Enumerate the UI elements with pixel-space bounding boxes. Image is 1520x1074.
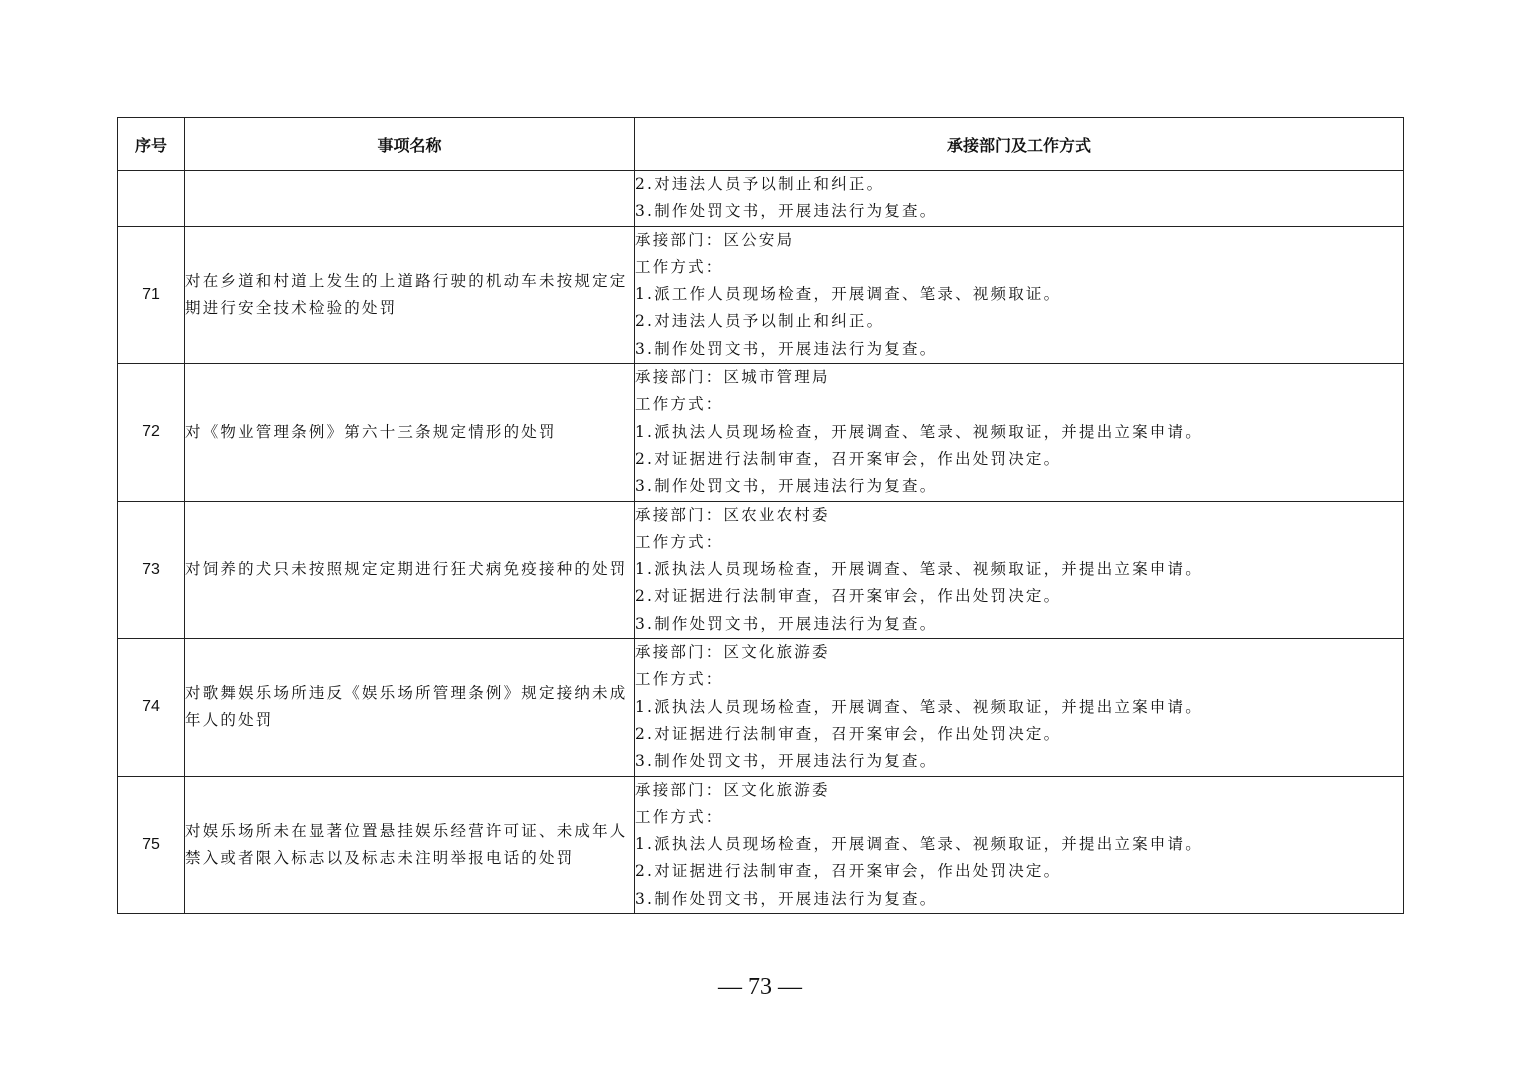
header-name: 事项名称 (185, 118, 635, 171)
dept-line: 承接部门：区公安局 (635, 230, 795, 249)
cell-dept (635, 639, 1404, 776)
dept-line: 承接部门：区文化旅游委 (635, 643, 830, 662)
cell-index-empty (118, 171, 185, 227)
dept-line: 3.制作处罚文书，开展违法行为复查。 (635, 477, 938, 496)
dept-line: 工作方式： (635, 257, 724, 276)
cell-name: 对娱乐场所未在显著位置悬挂娱乐经营许可证、未成年人禁入或者限入标志以及标志未注明举报电话的处罚 (185, 776, 635, 913)
cell-name: 对饲养的犬只未按照规定定期进行狂犬病免疫接种的处罚 (185, 501, 635, 638)
dept-line: 工作方式： (635, 670, 724, 689)
dept-line: 3.制作处罚文书，开展违法行为复查。 (635, 202, 938, 221)
table-header-row (118, 118, 1404, 171)
dept-line: 工作方式： (635, 532, 724, 551)
table-row (118, 501, 1404, 638)
cell-index: 72 (118, 364, 185, 501)
cell-index: 75 (118, 776, 185, 913)
dept-line: 1.派执法人员现场检查，开展调查、笔录、视频取证，并提出立案申请。 (635, 560, 1203, 579)
dept-line: 3.制作处罚文书，开展违法行为复查。 (635, 339, 938, 358)
dept-line: 3.制作处罚文书，开展违法行为复查。 (635, 752, 938, 771)
dept-line: 1.派执法人员现场检查，开展调查、笔录、视频取证，并提出立案申请。 (635, 835, 1203, 854)
table-row-continuation (118, 171, 1404, 227)
dept-line: 1.派执法人员现场检查，开展调查、笔录、视频取证，并提出立案申请。 (635, 422, 1203, 441)
dept-line: 2.对证据进行法制审查，召开案审会，作出处罚决定。 (635, 862, 1062, 881)
header-index: 序号 (118, 118, 185, 171)
dept-line: 2.对违法人员予以制止和纠正。 (635, 175, 885, 193)
dept-line: 工作方式： (635, 807, 724, 826)
dept-line: 3.制作处罚文书，开展违法行为复查。 (635, 889, 938, 908)
dept-line: 1.派执法人员现场检查，开展调查、笔录、视频取证，并提出立案申请。 (635, 697, 1203, 716)
dept-line: 2.对证据进行法制审查，召开案审会，作出处罚决定。 (635, 449, 1062, 468)
table-row (118, 364, 1404, 501)
table-row (118, 226, 1404, 363)
dept-line: 承接部门：区农业农村委 (635, 505, 830, 524)
dept-line: 3.制作处罚文书，开展违法行为复查。 (635, 614, 938, 633)
cell-index: 73 (118, 501, 185, 638)
page-number: — 73 — (718, 974, 802, 1000)
dept-line: 工作方式： (635, 395, 724, 414)
cell-index: 71 (118, 226, 185, 363)
dept-line: 2.对违法人员予以制止和纠正。 (635, 312, 885, 331)
cell-name-empty (185, 171, 635, 227)
cell-dept (635, 226, 1404, 363)
dept-line: 承接部门：区城市管理局 (635, 368, 830, 387)
cell-dept (635, 364, 1404, 501)
dept-line: 承接部门：区文化旅游委 (635, 780, 830, 799)
items-table (117, 117, 1404, 914)
cell-dept (635, 776, 1404, 913)
cell-dept (635, 501, 1404, 638)
dept-line: 1.派工作人员现场检查，开展调查、笔录、视频取证。 (635, 285, 1062, 304)
cell-dept (635, 171, 1404, 227)
cell-name: 对在乡道和村道上发生的上道路行驶的机动车未按规定定期进行安全技术检验的处罚 (185, 226, 635, 363)
dept-line: 2.对证据进行法制审查，召开案审会，作出处罚决定。 (635, 587, 1062, 606)
cell-name: 对《物业管理条例》第六十三条规定情形的处罚 (185, 364, 635, 501)
table-row (118, 776, 1404, 913)
header-dept: 承接部门及工作方式 (635, 118, 1404, 171)
table-row (118, 639, 1404, 776)
cell-name: 对歌舞娱乐场所违反《娱乐场所管理条例》规定接纳未成年人的处罚 (185, 639, 635, 776)
dept-line: 2.对证据进行法制审查，召开案审会，作出处罚决定。 (635, 724, 1062, 743)
cell-index: 74 (118, 639, 185, 776)
